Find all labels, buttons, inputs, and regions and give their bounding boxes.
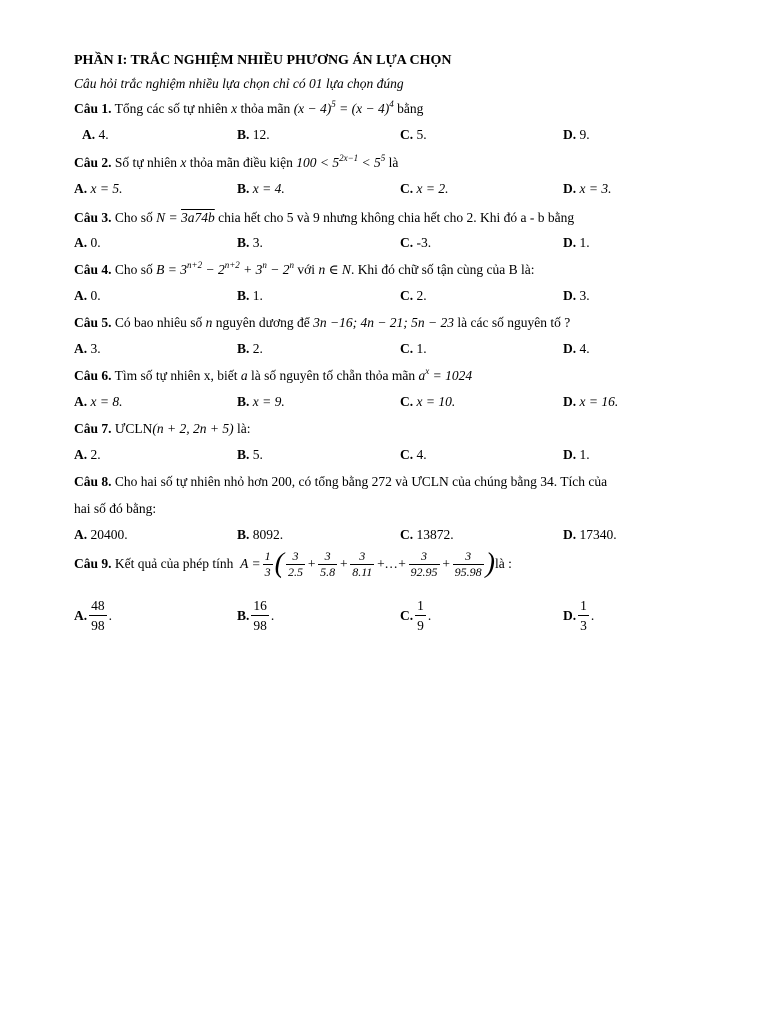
section-subheading: Câu hỏi trắc nghiệm nhiều lựa chọn chỉ có 01 lựa chọn đúng	[74, 76, 404, 91]
math-expression: (n + 2, 2n + 5)	[152, 421, 234, 436]
fraction: $\frac{1}{3}$	[580, 598, 587, 633]
question-2: Câu 2. Số tự nhiên x thỏa mãn điều kiện $100 < 5^{2x-1} < 5^5$ là	[74, 153, 399, 170]
option-b[interactable]: B. $\frac{16}{98}$ .	[237, 598, 275, 633]
option-a[interactable]: A. x = 5.	[74, 181, 123, 196]
option-d[interactable]: D. 9.	[563, 127, 590, 142]
question-label: Câu 6.	[74, 368, 112, 383]
question-label: Câu 7.	[74, 421, 112, 436]
option-a[interactable]: A. 0.	[74, 235, 101, 250]
fraction: $\frac{3}{92.95}$	[410, 548, 438, 579]
option-a[interactable]: A. $\frac{48}{98}$ .	[74, 598, 112, 633]
option-b[interactable]: B. 12.	[237, 127, 270, 142]
option-a[interactable]: A. 4.	[82, 127, 109, 142]
math-expression: $100 < 5^{2x-1} < 5^5$	[296, 153, 386, 170]
question-label: Câu 8.	[74, 474, 112, 489]
option-b[interactable]: B. 8092.	[237, 527, 284, 542]
option-d[interactable]: D. 1.	[563, 447, 590, 462]
fraction: $\frac{1}{9}$	[417, 598, 424, 633]
question-label: Câu 1.	[74, 101, 112, 116]
option-d[interactable]: D. 3.	[563, 288, 590, 303]
question-8: Câu 8. Cho hai số tự nhiên nhỏ hơn 200, có tổng bằng 272 và ƯCLN của chúng bằng 34. Tích của	[74, 474, 608, 489]
option-d[interactable]: D. x = 16.	[563, 394, 619, 409]
math-expression: $a^x = 1024$	[418, 366, 473, 383]
option-b[interactable]: B. 3.	[237, 235, 263, 250]
answer-options	[74, 447, 694, 467]
question-5: Câu 5. Có bao nhiêu số n nguyên dương để 3n −16; 4n − 21; 5n − 23 là các số nguyên tố ?	[74, 315, 571, 330]
fraction: $\frac{3}{8.11}$	[352, 548, 373, 579]
question-8-continued: hai số đó bằng:	[74, 501, 157, 516]
question-label: Câu 4.	[74, 262, 112, 277]
option-b[interactable]: B. 1.	[237, 288, 263, 303]
option-c[interactable]: C. x = 10.	[400, 394, 456, 409]
fraction: $\frac{16}{98}$	[253, 598, 267, 633]
option-c[interactable]: C. 13872.	[400, 527, 454, 542]
option-a[interactable]: A. 0.	[74, 288, 101, 303]
option-b[interactable]: B. 2.	[237, 341, 263, 356]
question-7: Câu 7. ƯCLN(n + 2, 2n + 5) là:	[74, 421, 251, 436]
fraction: $\frac{1}{3}$	[264, 548, 271, 579]
fraction: $\frac{48}{98}$	[91, 598, 105, 633]
option-c[interactable]: C. 2.	[400, 288, 427, 303]
math-expression: 3n −16; 4n − 21; 5n − 23	[313, 315, 455, 330]
answer-options	[74, 394, 694, 414]
option-a[interactable]: A. x = 8.	[74, 394, 123, 409]
fraction: $\frac{3}{5.8}$	[320, 548, 336, 579]
answer-options	[74, 127, 694, 147]
answer-options	[74, 288, 694, 308]
option-a[interactable]: A. 20400.	[74, 527, 128, 542]
option-d[interactable]: D. 17340.	[563, 527, 617, 542]
answer-options	[74, 596, 694, 642]
answer-options	[74, 341, 694, 361]
option-c[interactable]: C. x = 2.	[400, 181, 449, 196]
question-6: Câu 6. Tìm số tự nhiên x, biết a là số nguyên tố chẵn thỏa mãn $a^x = 1024$	[74, 366, 473, 383]
question-label: Câu 5.	[74, 315, 112, 330]
question-9: Câu 9. Kết quả của phép tính A = $\frac{1}{3}$ ( $\frac{3}{2.5}$ + $\frac{3}{5.8}$ + $\frac{3}{8.11}$ +…+ $\frac{3}{92.95}$ + $\frac{3}{95.98}$ ) là :	[74, 548, 512, 579]
option-a[interactable]: A. 2.	[74, 447, 101, 462]
question-1: Câu 1. Tổng các số tự nhiên x thỏa mãn $(x - 4)^5 = (x - 4)^4$ bằng	[74, 99, 424, 116]
option-c[interactable]: C. 1.	[400, 341, 427, 356]
option-b[interactable]: B. 5.	[237, 447, 263, 462]
option-c[interactable]: C. 4.	[400, 447, 427, 462]
fraction: $\frac{3}{95.98}$	[454, 548, 482, 579]
answer-options	[74, 235, 694, 255]
question-label: Câu 2.	[74, 155, 112, 170]
question-3: Câu 3. Cho số N = 3a74b chia hết cho 5 và 9 nhưng không chia hết cho 2. Khi đó a - b bằng	[74, 210, 575, 225]
option-d[interactable]: D. $\frac{1}{3}$ .	[563, 598, 595, 633]
math-expression: N = 3a74b	[156, 210, 215, 225]
option-a[interactable]: A. 3.	[74, 341, 101, 356]
math-expression: A = $\frac{1}{3}$ ( $\frac{3}{2.5}$ + $\frac{3}{5.8}$ + $\frac{3}{8.11}$ +…+ $\frac{3}{92.95}$ + $\frac{3}{95.98}$ )	[240, 548, 495, 579]
option-d[interactable]: D. 4.	[563, 341, 590, 356]
option-d[interactable]: D. 1.	[563, 235, 590, 250]
option-b[interactable]: B. x = 4.	[237, 181, 285, 196]
question-label: Câu 3.	[74, 210, 112, 225]
math-expression: $B = 3^{n+2} - 2^{n+2} + 3^n - 2^n$	[156, 260, 295, 277]
question-4: Câu 4. Cho số $B = 3^{n+2} - 2^{n+2} + 3^n - 2^n$ với n ∈ N. Khi đó chữ số tận cùng của B là:	[74, 260, 535, 277]
option-c[interactable]: C. 5.	[400, 127, 427, 142]
fraction: $\frac{3}{2.5}$	[287, 548, 303, 579]
answer-options	[74, 181, 694, 201]
option-c[interactable]: C. -3.	[400, 235, 432, 250]
option-c[interactable]: C. $\frac{1}{9}$ .	[400, 598, 432, 633]
question-label: Câu 9.	[74, 556, 112, 571]
option-d[interactable]: D. x = 3.	[563, 181, 612, 196]
math-expression: $(x - 4)^5 = (x - 4)^4$	[293, 99, 394, 116]
option-b[interactable]: B. x = 9.	[237, 394, 285, 409]
section-heading: PHẦN I: TRẮC NGHIỆM NHIỀU PHƯƠNG ÁN LỰA CHỌN	[74, 53, 452, 68]
